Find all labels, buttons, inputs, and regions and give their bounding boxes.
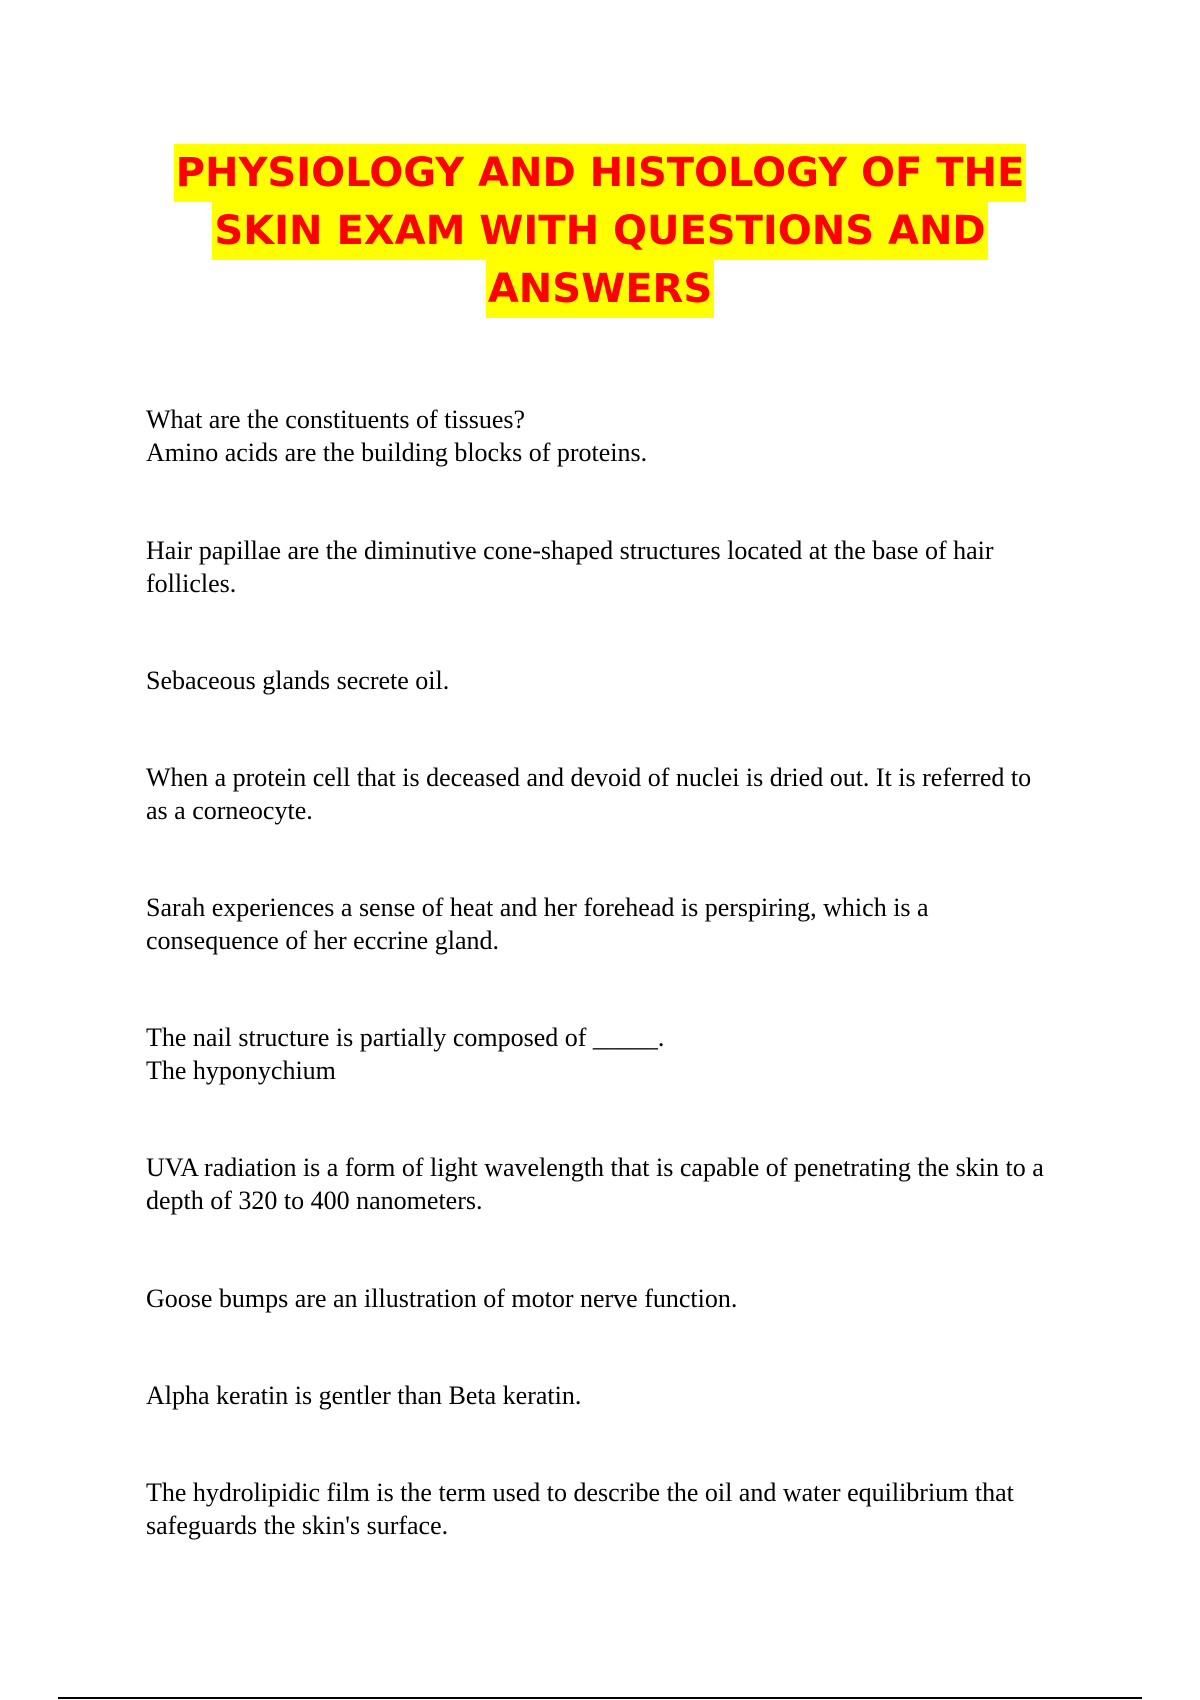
- title-line-3: ANSWERS: [486, 260, 714, 318]
- qa-entry-1-line-2: Amino acids are the building blocks of proteins.: [146, 438, 648, 467]
- qa-entry-6-line-2: The hyponychium: [146, 1056, 336, 1085]
- qa-entry-4: [146, 761, 1046, 891]
- qa-entry-3-line-1: Sebaceous glands secrete oil.: [146, 666, 450, 695]
- qa-entry-5: [146, 891, 1046, 1021]
- qa-entry-6: [146, 1021, 1046, 1151]
- qa-entry-3: [146, 664, 1046, 761]
- footer-divider: [58, 1697, 1142, 1699]
- title-line-1: PHYSIOLOGY AND HISTOLOGY OF THE: [174, 144, 1027, 202]
- qa-entry-5-line-1: Sarah experiences a sense of heat and her forehead is perspiring, which is a consequence of her eccrine gland.: [146, 893, 929, 955]
- qa-entry-6-line-1: The nail structure is partially composed of _____.: [146, 1023, 665, 1052]
- qa-entry-9: [146, 1379, 1046, 1476]
- qa-entry-2: [146, 534, 1046, 664]
- qa-entry-10: [146, 1476, 1046, 1542]
- qa-entry-8: [146, 1282, 1046, 1379]
- qa-entry-7: [146, 1151, 1046, 1282]
- qa-entry-2-line-1: Hair papillae are the diminutive cone-shaped structures located at the base of hair follicles.: [146, 536, 994, 598]
- qa-entry-10-line-1: The hydrolipidic film is the term used to describe the oil and water equilibrium that safeguards the skin's surface.: [146, 1478, 1014, 1540]
- qa-list: [146, 403, 1046, 1542]
- qa-entry-7-line-1: UVA radiation is a form of light wavelength that is capable of penetrating the skin to a depth of 320 to 400 nanometers.: [146, 1153, 1044, 1215]
- qa-entry-1-line-1: What are the constituents of tissues?: [146, 405, 526, 434]
- title-line-2: SKIN EXAM WITH QUESTIONS AND: [212, 202, 987, 260]
- qa-entry-9-line-1: Alpha keratin is gentler than Beta keratin.: [146, 1381, 582, 1410]
- qa-entry-4-line-1: When a protein cell that is deceased and devoid of nuclei is dried out. It is referred to as a corneocyte.: [146, 763, 1032, 825]
- qa-entry-1: [146, 403, 1046, 534]
- qa-entry-8-line-1: Goose bumps are an illustration of motor nerve function.: [146, 1284, 738, 1313]
- document-title: [150, 144, 1050, 318]
